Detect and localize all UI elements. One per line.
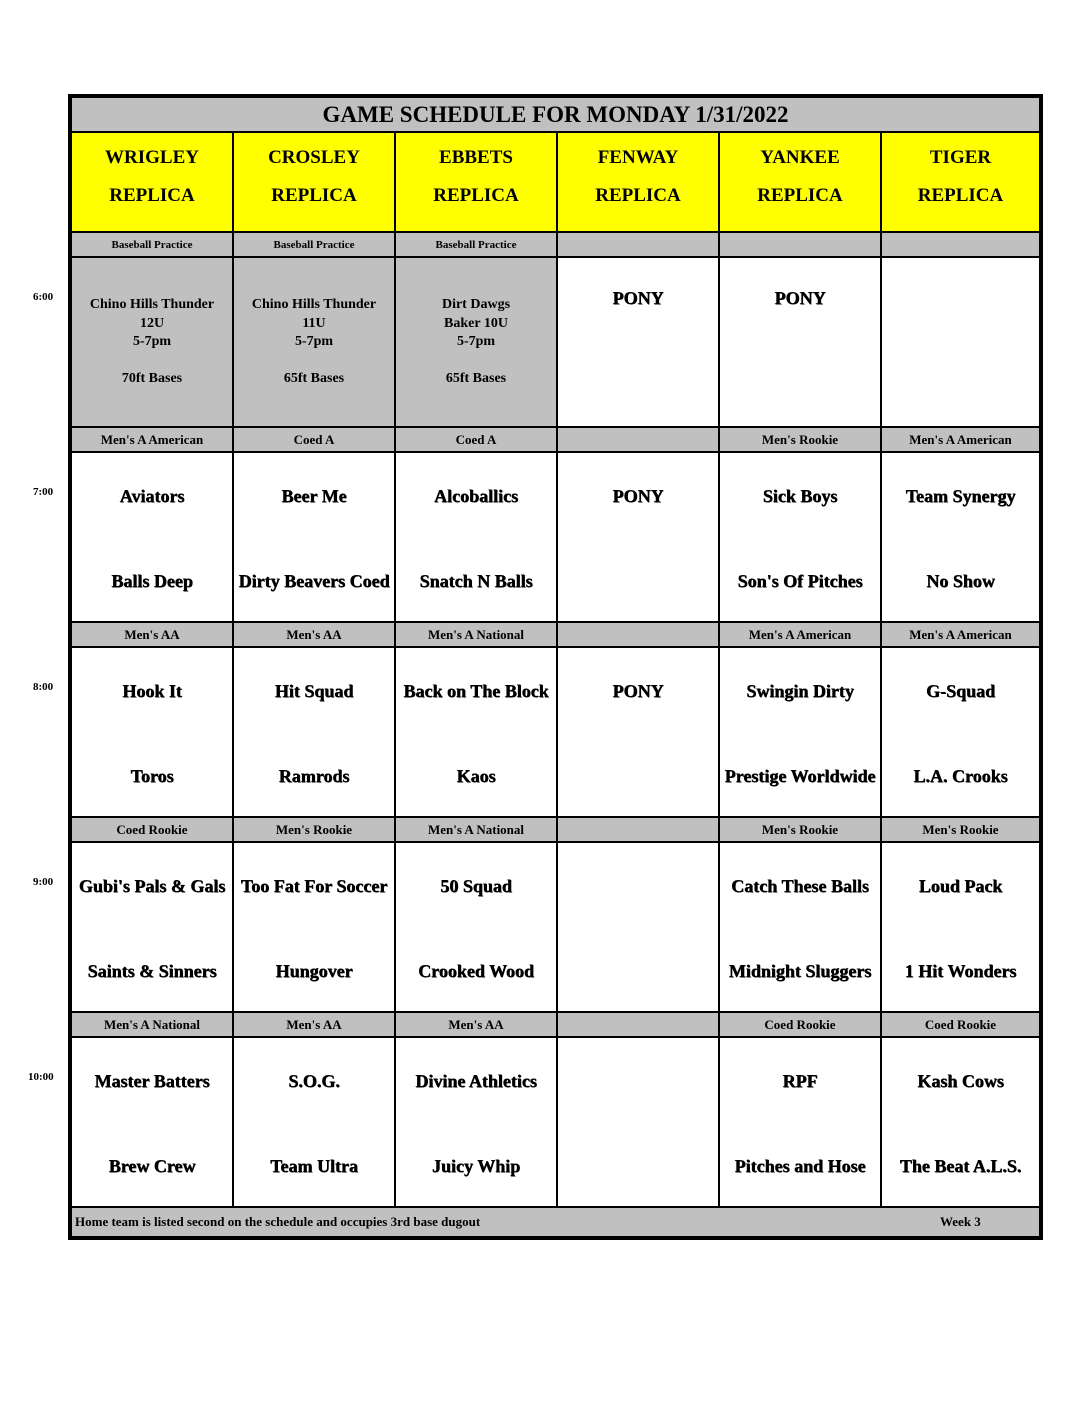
schedule-sheet xyxy=(68,94,1043,1240)
venue-header xyxy=(395,132,557,232)
away-team: 50 Squad xyxy=(440,876,512,896)
league-label-text: Coed Rookie xyxy=(116,821,188,837)
league-label xyxy=(395,1012,557,1037)
away-team: Back on The Block xyxy=(403,681,549,701)
venue-name: FENWAY xyxy=(597,147,679,168)
week-label: Week 3 xyxy=(940,1214,981,1229)
venue-name: YANKEE xyxy=(760,147,840,168)
league-label-text: Men's Rookie xyxy=(761,821,839,837)
practice-bases: 70ft Bases xyxy=(121,371,183,386)
game-cell xyxy=(71,452,233,622)
league-label-text: Men's AA xyxy=(286,1016,342,1032)
practice-details xyxy=(234,296,394,389)
home-team: Ramrods xyxy=(278,766,350,786)
league-label-text: Men's A National xyxy=(427,626,525,642)
home-team-note: Home team is listed second on the schedule and occupies 3rd base dugout xyxy=(75,1214,481,1229)
home-team: No Show xyxy=(926,571,995,591)
home-team: Saints & Sinners xyxy=(87,961,217,981)
game-cell xyxy=(71,842,233,1012)
league-label xyxy=(881,232,1040,257)
time-label: 6:00 xyxy=(33,291,54,303)
venue-header xyxy=(71,132,233,232)
game-cell xyxy=(233,1037,395,1207)
league-label-text: Men's A American xyxy=(909,431,1012,447)
away-team: Hit Squad xyxy=(274,681,354,701)
home-team xyxy=(560,553,716,609)
game-cell xyxy=(557,452,719,622)
practice-line: 5-7pm xyxy=(294,334,334,349)
home-team: Balls Deep xyxy=(111,571,193,591)
league-label-text: Men's Rookie xyxy=(275,821,353,837)
home-team: 1 Hit Wonders xyxy=(904,961,1017,981)
league-label-text: Men's A American xyxy=(748,626,852,642)
league-label xyxy=(233,817,395,842)
away-team: RPF xyxy=(782,1071,818,1091)
practice-line: Chino Hills Thunder xyxy=(89,297,215,312)
practice-line: 5-7pm xyxy=(132,334,172,349)
league-label-text: Coed A xyxy=(455,431,497,447)
home-team: Prestige Worldwide xyxy=(724,766,876,786)
league-label xyxy=(395,622,557,647)
away-team: PONY xyxy=(774,288,826,308)
practice-cell xyxy=(71,257,233,427)
league-label xyxy=(557,232,719,257)
home-team: Son's Of Pitches xyxy=(737,571,863,591)
league-label xyxy=(71,622,233,647)
home-team: Brew Crew xyxy=(108,1156,196,1176)
schedule-title xyxy=(71,97,1040,132)
away-team: Swingin Dirty xyxy=(746,681,854,701)
game-cell xyxy=(719,452,881,622)
league-label-text: Men's AA xyxy=(286,626,342,642)
league-label xyxy=(395,817,557,842)
home-team xyxy=(560,1138,716,1194)
league-label-text: Men's Rookie xyxy=(922,821,999,837)
league-label xyxy=(233,622,395,647)
schedule-title-text: GAME SCHEDULE FOR MONDAY 1/31/2022 xyxy=(322,101,789,127)
game-cell xyxy=(71,647,233,817)
venue-header xyxy=(719,132,881,232)
league-label xyxy=(71,232,233,257)
home-team: Pitches and Hose xyxy=(734,1156,866,1176)
home-team: Snatch N Balls xyxy=(419,571,533,591)
venue-name: EBBETS xyxy=(439,147,513,168)
practice-cell xyxy=(395,257,557,427)
league-label xyxy=(71,817,233,842)
game-cell xyxy=(719,257,881,427)
league-label-text: Men's A National xyxy=(427,821,525,837)
league-label xyxy=(719,1012,881,1037)
game-cell xyxy=(395,647,557,817)
away-team xyxy=(560,1053,716,1109)
game-cell xyxy=(233,842,395,1012)
away-team: Hook It xyxy=(122,681,182,701)
game-cell xyxy=(881,647,1040,817)
league-label xyxy=(395,232,557,257)
practice-spacer xyxy=(234,352,394,371)
venue-replica-label: REPLICA xyxy=(595,185,681,206)
venue-name: TIGER xyxy=(929,147,992,168)
practice-line: 11U xyxy=(302,315,326,331)
league-label xyxy=(557,1012,719,1037)
game-cell xyxy=(719,647,881,817)
league-label xyxy=(71,1012,233,1037)
game-cell xyxy=(233,452,395,622)
league-label xyxy=(71,427,233,452)
practice-cell xyxy=(233,257,395,427)
practice-line: 5-7pm xyxy=(456,334,496,349)
game-cell xyxy=(557,1037,719,1207)
time-label: 8:00 xyxy=(33,681,54,693)
home-team: Juicy Whip xyxy=(431,1156,521,1176)
game-cell xyxy=(395,842,557,1012)
away-team: PONY xyxy=(612,288,664,308)
practice-bases: 65ft Bases xyxy=(445,371,507,386)
league-label-text: Men's Rookie xyxy=(761,431,839,447)
home-team: Hungover xyxy=(275,961,353,981)
venue-replica-label: REPLICA xyxy=(109,185,195,206)
league-label-text: Men's AA xyxy=(448,1016,504,1032)
league-label xyxy=(557,622,719,647)
practice-details xyxy=(396,296,556,389)
league-label xyxy=(881,427,1040,452)
time-label: 7:00 xyxy=(33,486,54,498)
league-label xyxy=(881,622,1040,647)
game-cell xyxy=(395,1037,557,1207)
league-label xyxy=(233,427,395,452)
game-cell xyxy=(881,257,1040,427)
practice-line: Baker 10U xyxy=(444,315,508,331)
away-team: Team Synergy xyxy=(905,486,1016,506)
league-label xyxy=(719,427,881,452)
league-label-text: Baseball Practice xyxy=(435,238,517,251)
league-label xyxy=(395,427,557,452)
league-label xyxy=(233,1012,395,1037)
league-label-text: Men's A National xyxy=(103,1016,201,1032)
footer-bar xyxy=(71,1207,1040,1237)
away-team: Master Batters xyxy=(94,1071,210,1091)
practice-line: Dirt Dawgs xyxy=(441,297,511,312)
away-team: Sick Boys xyxy=(762,486,838,506)
home-team: Crooked Wood xyxy=(418,961,534,981)
home-team xyxy=(560,748,716,804)
home-team: Team Ultra xyxy=(270,1156,358,1176)
away-team: Alcoballics xyxy=(434,486,518,506)
home-team: Dirty Beavers Coed xyxy=(238,571,390,591)
practice-line: 12U xyxy=(139,315,165,331)
game-cell xyxy=(881,452,1040,622)
game-cell xyxy=(233,647,395,817)
venue-header xyxy=(233,132,395,232)
practice-spacer xyxy=(72,352,232,371)
venue-name: CROSLEY xyxy=(268,147,360,168)
league-label xyxy=(719,232,881,257)
league-label-text: Baseball Practice xyxy=(111,238,193,251)
league-label xyxy=(557,817,719,842)
home-team: Kaos xyxy=(456,766,496,786)
away-team: G-Squad xyxy=(925,681,996,701)
league-label-text: Men's A American xyxy=(100,431,204,447)
home-team: L.A. Crooks xyxy=(913,766,1008,786)
league-label-text: Men's A American xyxy=(909,626,1012,642)
away-team: Loud Pack xyxy=(918,876,1003,896)
game-cell xyxy=(557,257,719,427)
game-cell xyxy=(719,1037,881,1207)
away-team xyxy=(560,858,716,914)
league-label-text: Coed A xyxy=(293,431,335,447)
league-label xyxy=(719,817,881,842)
practice-bases: 65ft Bases xyxy=(283,371,345,386)
league-label xyxy=(233,232,395,257)
away-team: Gubi's Pals & Gals xyxy=(78,876,226,896)
time-label: 9:00 xyxy=(33,876,54,888)
home-team: Toros xyxy=(130,766,174,786)
home-team: Midnight Sluggers xyxy=(728,961,872,981)
venue-header xyxy=(557,132,719,232)
venue-header xyxy=(881,132,1040,232)
time-label: 10:00 xyxy=(28,1071,54,1083)
venue-replica-label: REPLICA xyxy=(433,185,519,206)
game-cell xyxy=(557,647,719,817)
practice-spacer xyxy=(396,352,556,371)
league-label-text: Baseball Practice xyxy=(273,238,355,251)
venue-replica-label: REPLICA xyxy=(917,185,1004,206)
league-label-text: Men's AA xyxy=(124,626,180,642)
away-team: Beer Me xyxy=(281,486,347,506)
practice-line: Chino Hills Thunder xyxy=(251,297,377,312)
away-team: PONY xyxy=(612,681,664,701)
away-team: S.O.G. xyxy=(288,1071,340,1091)
venue-name: WRIGLEY xyxy=(105,147,199,168)
league-label-text: Coed Rookie xyxy=(764,1016,836,1032)
venue-replica-label: REPLICA xyxy=(757,185,843,206)
league-label xyxy=(881,1012,1040,1037)
league-label xyxy=(881,817,1040,842)
away-team: Catch These Balls xyxy=(731,876,869,896)
away-team: Aviators xyxy=(119,486,185,506)
home-team: The Beat A.L.S. xyxy=(899,1156,1022,1176)
away-team: Divine Athletics xyxy=(415,1071,537,1091)
away-team: Kash Cows xyxy=(917,1071,1004,1091)
practice-details xyxy=(72,296,232,389)
venue-replica-label: REPLICA xyxy=(271,185,357,206)
league-label xyxy=(557,427,719,452)
league-label-text: Coed Rookie xyxy=(924,1016,997,1032)
game-cell xyxy=(395,452,557,622)
home-team xyxy=(560,943,716,999)
game-cell xyxy=(557,842,719,1012)
game-cell xyxy=(71,1037,233,1207)
away-team: Too Fat For Soccer xyxy=(240,876,388,896)
league-label xyxy=(719,622,881,647)
away-team: PONY xyxy=(612,486,664,506)
game-cell xyxy=(881,842,1040,1012)
game-cell xyxy=(719,842,881,1012)
game-cell xyxy=(881,1037,1040,1207)
